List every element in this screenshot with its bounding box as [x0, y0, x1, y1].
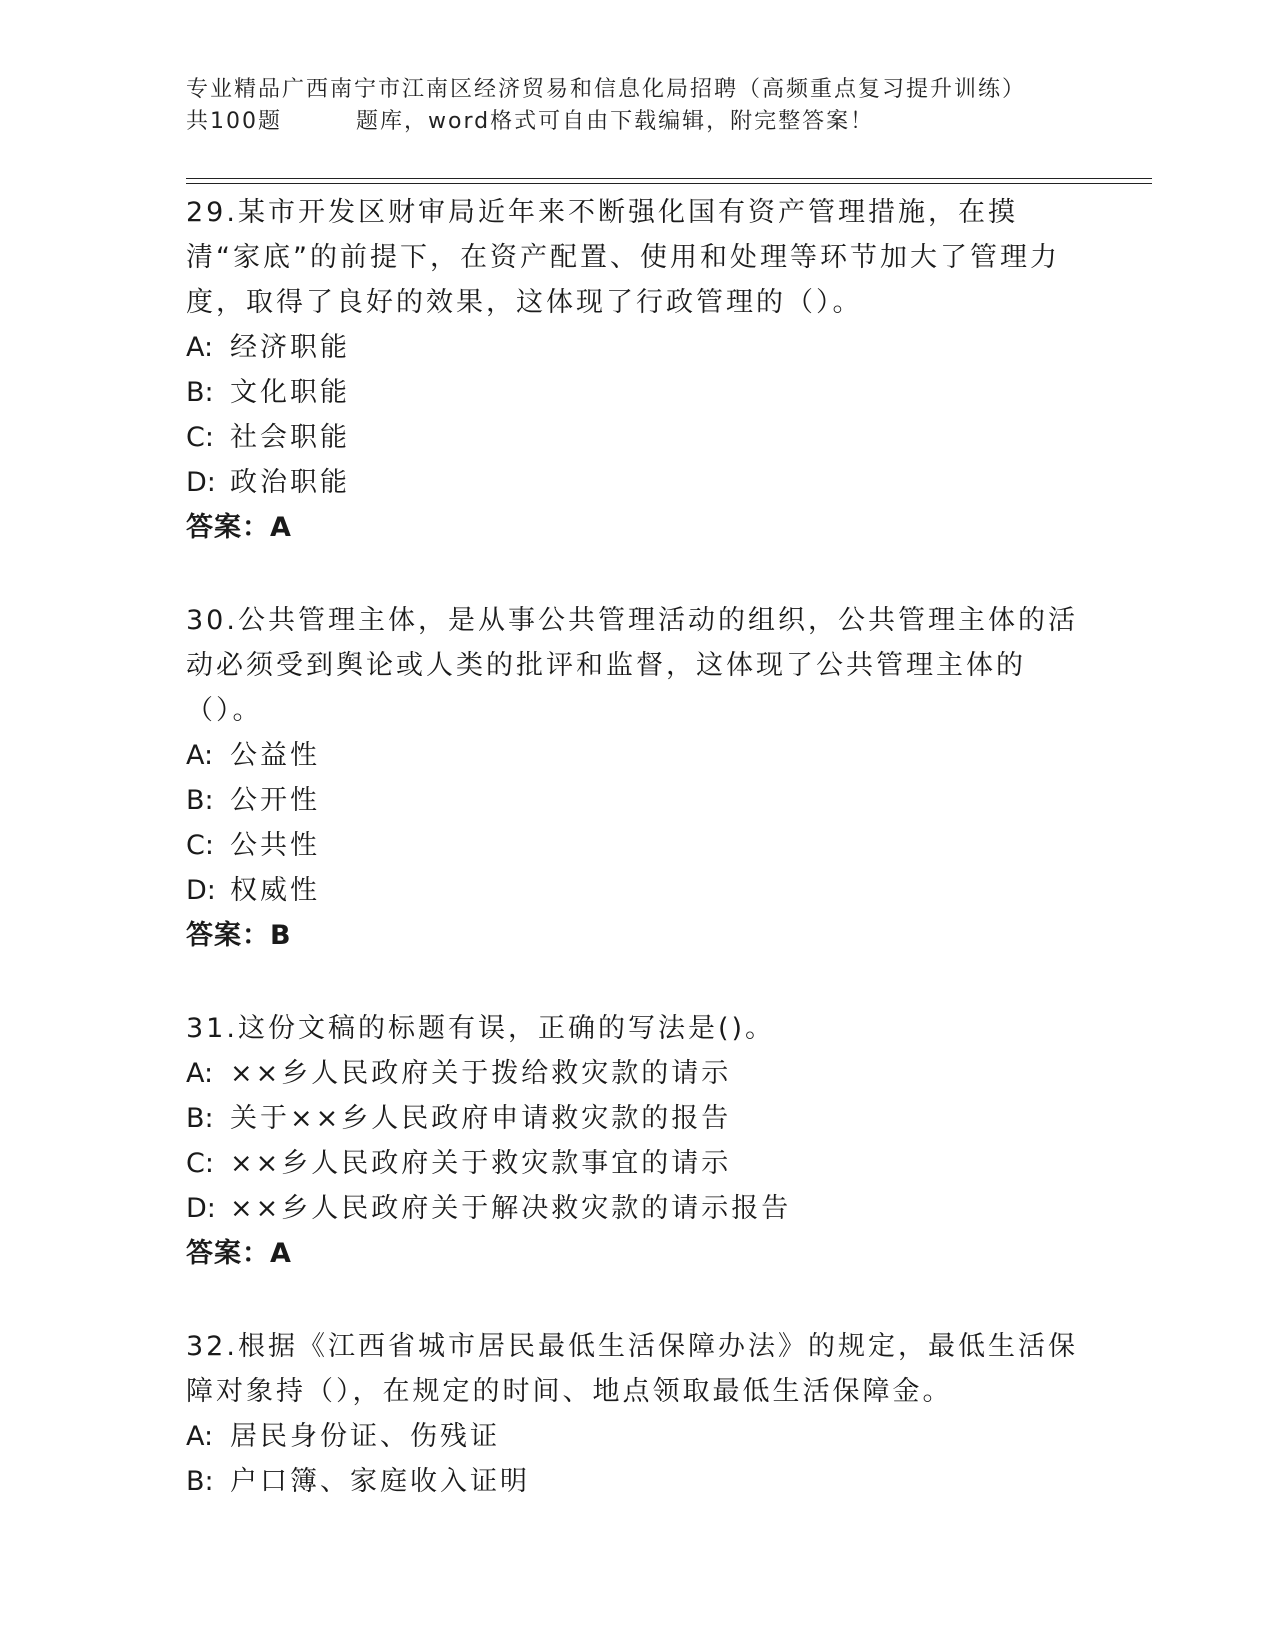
option-a — [186, 733, 1086, 778]
question-29 — [186, 190, 1086, 550]
option-text: 社会职能 — [230, 422, 350, 453]
option-text: ××乡人民政府关于救灾款事宜的请示 — [230, 1148, 732, 1179]
header-rule-top — [186, 178, 1152, 179]
option-text: 政治职能 — [230, 467, 350, 498]
option-d — [186, 1186, 1086, 1231]
answer-line — [186, 913, 1086, 958]
option-key: C: — [186, 1148, 214, 1179]
option-text: 公开性 — [230, 785, 320, 816]
option-text: 居民身份证、伤残证 — [230, 1421, 500, 1452]
option-b — [186, 370, 1086, 415]
document-subtitle — [186, 106, 1126, 138]
question-stem: 29.某市开发区财审局近年来不断强化国有资产管理措施，在摸清“家底”的前提下，在资产配置、使用和处理等环节加大了管理力度，取得了良好的效果，这体现了行政管理的（）。 — [186, 197, 1060, 318]
answer-label: 答案： — [186, 920, 270, 951]
question-31 — [186, 1006, 1086, 1276]
option-text: 经济职能 — [230, 332, 350, 363]
option-key: C: — [186, 422, 214, 453]
question-30 — [186, 598, 1086, 958]
question-stem: 30.公共管理主体，是从事公共管理活动的组织，公共管理主体的活动必须受到舆论或人类的批评和监督，这体现了公共管理主体的（）。 — [186, 605, 1078, 726]
option-text: 关于××乡人民政府申请救灾款的报告 — [230, 1103, 732, 1134]
answer-label: 答案： — [186, 512, 270, 543]
option-key: D: — [186, 875, 216, 906]
option-text: ××乡人民政府关于解决救灾款的请示报告 — [230, 1193, 792, 1224]
option-text: 户口簿、家庭收入证明 — [230, 1466, 530, 1497]
option-key: B: — [186, 377, 214, 408]
option-key: D: — [186, 1193, 216, 1224]
question-stem: 32.根据《江西省城市居民最低生活保障办法》的规定，最低生活保障对象持（），在规定的时间、地点领取最低生活保障金。 — [186, 1331, 1078, 1407]
option-c — [186, 823, 1086, 868]
option-b — [186, 778, 1086, 823]
question-list — [186, 190, 1086, 1552]
option-a — [186, 1414, 1086, 1459]
option-b — [186, 1459, 1086, 1504]
document-header — [186, 74, 1126, 138]
answer-value: B — [270, 920, 292, 951]
document-title: 专业精品广西南宁市江南区经济贸易和信息化局招聘（高频重点复习提升训练） — [186, 77, 1027, 102]
answer-line — [186, 1231, 1086, 1276]
option-text: 权威性 — [230, 875, 320, 906]
answer-label: 答案： — [186, 1238, 270, 1269]
option-text: 公共性 — [230, 830, 320, 861]
option-text: 公益性 — [230, 740, 320, 771]
answer-value: A — [270, 1238, 292, 1269]
option-key: B: — [186, 1466, 214, 1497]
option-c — [186, 415, 1086, 460]
option-c — [186, 1141, 1086, 1186]
question-count: 共100题 — [186, 109, 282, 134]
answer-line — [186, 505, 1086, 550]
document-note: 题库，word格式可自由下载编辑，附完整答案！ — [356, 109, 875, 134]
option-text: 文化职能 — [230, 377, 350, 408]
option-key: A: — [186, 1058, 214, 1089]
question-32 — [186, 1324, 1086, 1504]
option-key: D: — [186, 467, 216, 498]
option-d — [186, 868, 1086, 913]
answer-value: A — [270, 512, 292, 543]
option-key: A: — [186, 332, 214, 363]
option-key: B: — [186, 785, 214, 816]
option-key: A: — [186, 740, 214, 771]
option-a — [186, 1051, 1086, 1096]
option-b — [186, 1096, 1086, 1141]
option-text: ××乡人民政府关于拨给救灾款的请示 — [230, 1058, 732, 1089]
option-a — [186, 325, 1086, 370]
option-key: B: — [186, 1103, 214, 1134]
question-stem: 31.这份文稿的标题有误，正确的写法是()。 — [186, 1013, 776, 1044]
header-rule-bottom — [186, 183, 1152, 184]
option-d — [186, 460, 1086, 505]
option-key: A: — [186, 1421, 214, 1452]
option-key: C: — [186, 830, 214, 861]
